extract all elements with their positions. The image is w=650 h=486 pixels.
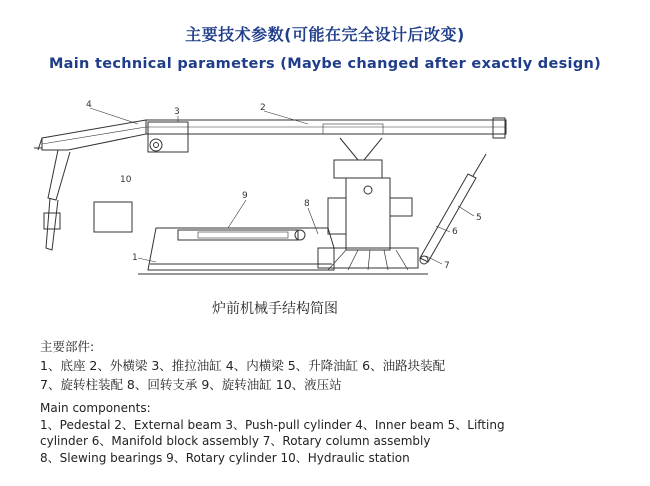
title-chinese: 主要技术参数(可能在完全设计后改变) (185, 25, 465, 44)
title-english: Main technical parameters (Maybe changed after exactly design) (48, 56, 602, 72)
label-4: 4 (86, 100, 92, 110)
components-chinese (40, 337, 445, 394)
beam-assembly (42, 118, 506, 152)
components-en-heading: Main components: (40, 401, 151, 415)
components-cn-line: 7、旋转柱装配 8、回转支承 9、旋转油缸 10、液压站 (40, 377, 342, 392)
label-3: 3 (174, 107, 180, 117)
components-en-line: 8、Slewing bearings 9、Rotary cylinder 10、Hydraulic station (40, 450, 410, 465)
label-9: 9 (242, 191, 248, 201)
lifting-cylinder (420, 154, 486, 264)
label-1: 1 (132, 253, 138, 263)
components-english (40, 400, 505, 466)
label-8: 8 (304, 199, 310, 209)
label-2: 2 (260, 103, 266, 113)
components-en-line: 1、Pedestal 2、External beam 3、Push-pull cylinder 4、Inner beam 5、Lifting (40, 417, 505, 432)
components-cn-heading: 主要部件: (40, 339, 95, 354)
pedestal (138, 228, 428, 274)
hydraulic-station-box (94, 202, 132, 232)
label-6: 6 (452, 227, 458, 237)
figure-caption: 炉前机械手结构简图 (212, 301, 338, 317)
rotary-column (328, 138, 412, 250)
components-en-line: cylinder 6、Manifold block assembly 7、Rotary column assembly (40, 434, 431, 448)
manipulator-drawing (28, 98, 508, 290)
label-5: 5 (476, 213, 482, 223)
rotary-cylinder (178, 230, 305, 240)
label-10: 10 (120, 175, 132, 185)
components-cn-line: 1、底座 2、外横梁 3、推拉油缸 4、内横梁 5、升降油缸 6、油路块装配 (40, 358, 446, 373)
label-7: 7 (444, 261, 450, 271)
gripper-arm (34, 138, 70, 250)
